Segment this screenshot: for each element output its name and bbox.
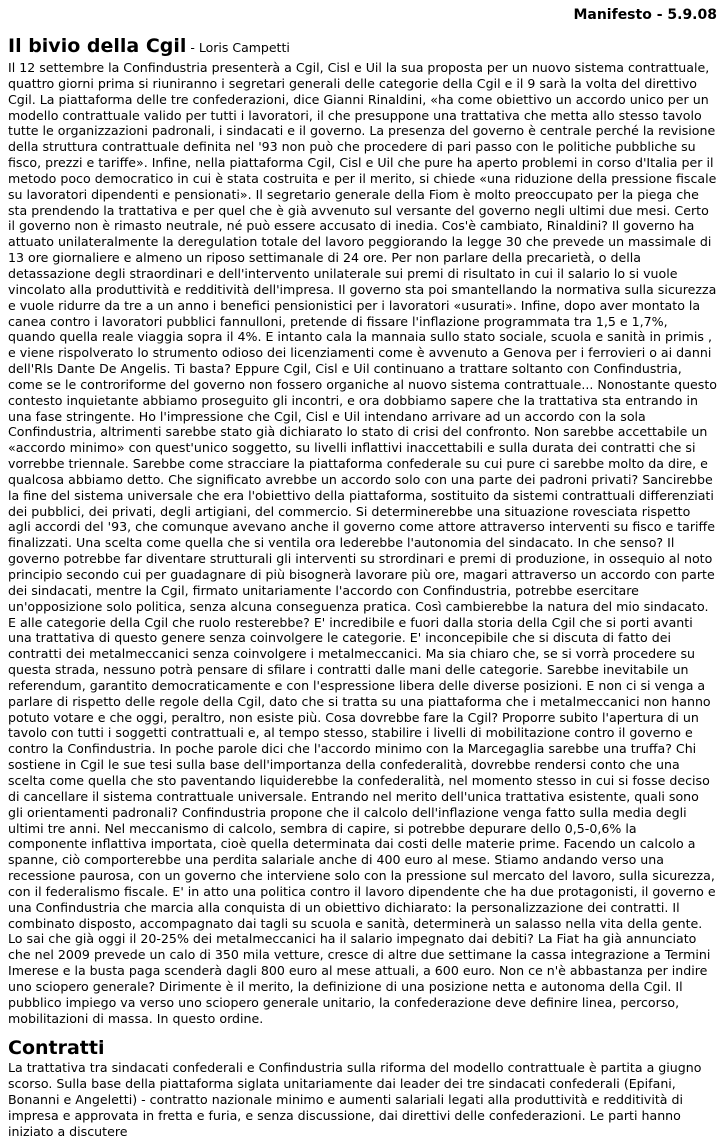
- document-page: [8, 6, 718, 1139]
- article-heading: [8, 34, 717, 60]
- article-title: Il bivio della Cgil: [8, 35, 187, 57]
- section-body: La trattativa tra sindacati confederali e Confindustria sulla riforma del modello contrattuale è partita a giugno scorso. Sulla base della piattaforma siglata unitariamente dai leader dei tre sindacati confederali (Epifani, Bonanni e Angeletti) - contratto nazionale minimo e aumenti salariali legati alla produttività e redditività di impresa e approvata in fretta e furia, e senza discussione, dai direttivi delle confederazioni. Le parti hanno iniziato a discutere: [8, 1060, 702, 1139]
- article-body: Il 12 settembre la Confindustria presenterà a Cgil, Cisl e Uil la sua proposta per un nuovo sistema contrattuale, quattro giorni prima si riuniranno i segretari generali delle categorie della Cgil e il 9 sarà la volta del direttivo Cgil. La piattaforma delle tre confederazioni, dice Gianni Rinaldini, «ha come obiettivo un accordo unico per un modello contrattuale valido per tutti i lavoratori, il che presuppone una trattativa che metta allo stesso tavolo tutte le organizzazioni padronali, i sindacati e il governo. La presenza del governo è centrale perché la revisione della struttura contrattuale definita nel '93 non può che procedere di pari passo con le politiche pubbliche su fisco, prezzi e tariffe». Infine, nella piattaforma Cgil, Cisl e Uil che pure ha aperto problemi in corso d'Italia per il metodo poco democratico in cui è stata costruita e per il merito, si chiede «una riduzione della pressione fiscale su lavoratori dipendenti e pensionati». Il segretario generale della Fiom è molto preoccupato per la piega che sta prendendo la trattativa e per quel che è già avvenuto sul versante del governo negli ultimi due mesi. Certo il governo non è rimasto neutrale, né può essere accusato di inedia. Cos'è cambiato, Rinaldini? Il governo ha attuato unilateralmente la deregulation totale del lavoro peggiorando la legge 30 che prevede un massimale di 13 ore giornaliere e almeno un riposo settimanale di 24 ore. Per non parlare della precarietà, o della detassazione degli straordinari e dell'intervento unilaterale sui premi di risultato in cui il salario lo si vuole vincolato alla produttività e redditività dell'impresa. Il governo sta poi smantellando la normativa sulla sicurezza e vuole ridurre da tre a un anno i benefici pensionistici per i lavoratori «usurati». Infine, dopo aver montato la canea contro i lavoratori pubblici fannulloni, pretende di fissare l'inflazione programmata tra 1,5 e 1,7%, quando quella reale viaggia sopra il 4%. E intanto cala la mannaia sullo stato sociale, scuola e sanità in primis , e viene rispolverato lo strumento odioso dei licenziamenti come è avvenuto a Genova per i ferrovieri o ai danni dell'Rls Dante De Angelis. Ti basta? Eppure Cgil, Cisl e Uil continuano a trattare soltanto con Confindustria, come se le controriforme del governo non fossero organiche al nuovo sistema contrattuale... Nonostante questo contesto inquietante abbiamo proseguito gli incontri, e ora dobbiamo sapere che la trattativa sta entrando in una fase stringente. Ho l'impressione che Cgil, Cisl e Uil intendano arrivare ad un accordo con la sola Confindustria, altrimenti sarebbe stato già dichiarato lo stato di crisi del confronto. Non sarebbe accettabile un «accordo minimo» con quest'unico soggetto, su livelli inflattivi inaccettabili e sulla durata dei contratti che si vorrebbe triennale. Sarebbe come stracciare la piattaforma confederale su cui pure ci sarebbe molto da dire, e qualcosa abbiamo detto. Che significato avrebbe un accordo solo con una parte dei padroni privati? Sancirebbe la fine del sistema universale che era l'obiettivo della piattaforma, sostituito da sistemi contrattuali differenziati dei pubblici, dei privati, degli artigiani, del commercio. Si determinerebbe una situazione rovesciata rispetto agli accordi del '93, che comunque avevano anche il governo come attore attraverso interventi su fisco e tariffe finalizzati. Una scelta come quella che si ventila ora lederebbe l'autonomia del sindacato. In che senso? Il governo potrebbe far diventare strutturali gli interventi su strordinari e premi di produzione, in ossequio al noto principio secondo cui per guadagnare di più bisognerà lavorare più ore, magari attraverso un accordo con parte dei sindacati, mentre la Cgil, firmato unitariamente l'accordo con Confindustria, potrebbe esercitare un'opposizione solo politica, senza alcuna conseguenza pratica. Così cambierebbe la natura del mio sindacato. E alle categorie della Cgil che ruolo resterebbe? E' incredibile e fuori dalla storia della Cgil che si porti avanti una trattativa di questo genere senza coinvolgere le categorie. E' inconcepibile che si discuta di fatto dei contratti dei metalmeccanici senza coinvolgere i metalmeccanici. Ma sia chiaro che, se si vorrà procedere su questa strada, nessuno potrà pensare di sfilare i contratti dalle mani delle categorie. Sarebbe inevitabile un referendum, garantito democraticamente e con l'espressione libera delle diverse posizioni. E non ci si venga a parlare di rispetto delle regole della Cgil, dato che si tratta su una piattaforma che i metalmeccanici non hanno potuto votare e che oggi, peraltro, non esiste più. Cosa dovrebbe fare la Cgil? Proporre subito l'apertura di un tavolo con tutti i soggetti contrattuali e, al tempo stesso, stabilire i livelli di mobilitazione contro il governo e contro la Confindustria. In poche parole dici che l'accordo minimo con la Marcegaglia sarebbe una truffa? Chi sostiene in Cgil le sue tesi sulla base dell'importanza della confederalità, dovrebbe rendersi conto che una scelta come quella che sto paventando liquiderebbe la confederalità, nel momento stesso in cui si fosse deciso di cancellare il sistema contrattuale universale. Entrando nel merito dell'unica trattativa esistente, quali sono gli orientamenti padronali? Confindustria propone che il calcolo dell'inflazione venga fatto sulla media degli ultimi tre anni. Nel meccanismo di calcolo, sembra di capire, si potrebbe depurare dello 0,5-0,6% la componente inflattiva importata, cioè quella determinata dai costi delle materie prime. Facendo un calcolo a spanne, ciò comporterebbe una perdita salariale anche di 400 euro al mese. Stiamo andando verso una recessione paurosa, con un governo che interviene solo con la pressione sul mercato del lavoro, sulla sicurezza, con il federalismo fiscale. E' in atto una politica contro il lavoro dipendente che ha due protagonisti, il governo e una Confindustria che marcia alla conquista di un obiettivo dichiarato: la personalizzazione dei contratti. Il combinato disposto, accompagnato dai tagli su scuola e sanità, determinerà un salasso nella vita della gente. Lo sai che già oggi il 20-25% dei metalmeccanici ha il salario impegnato dai debiti? La Fiat ha già annunciato che nel 2009 prevede un calo di 350 mila vetture, cresce di altre due settimane la cassa integrazione a Termini Imerese e la busta paga scenderà dagli 800 euro al mese attuali, a 600 euro. Non ce n'è abbastanza per indire uno sciopero generale? Dirimente è il merito, la definizione di una posizione netta e autonoma della Cgil. Il pubblico impiego va verso uno sciopero generale unitario, la confederazione deve definire linea, percorso, mobilitazioni di massa. In questo ordine.: [8, 60, 718, 1026]
- source-date-line: Manifesto - 5.9.08: [573, 7, 717, 23]
- section-title: Contratti: [8, 1037, 105, 1060]
- article-author: Loris Campetti: [198, 40, 290, 55]
- author-separator: -: [186, 40, 199, 55]
